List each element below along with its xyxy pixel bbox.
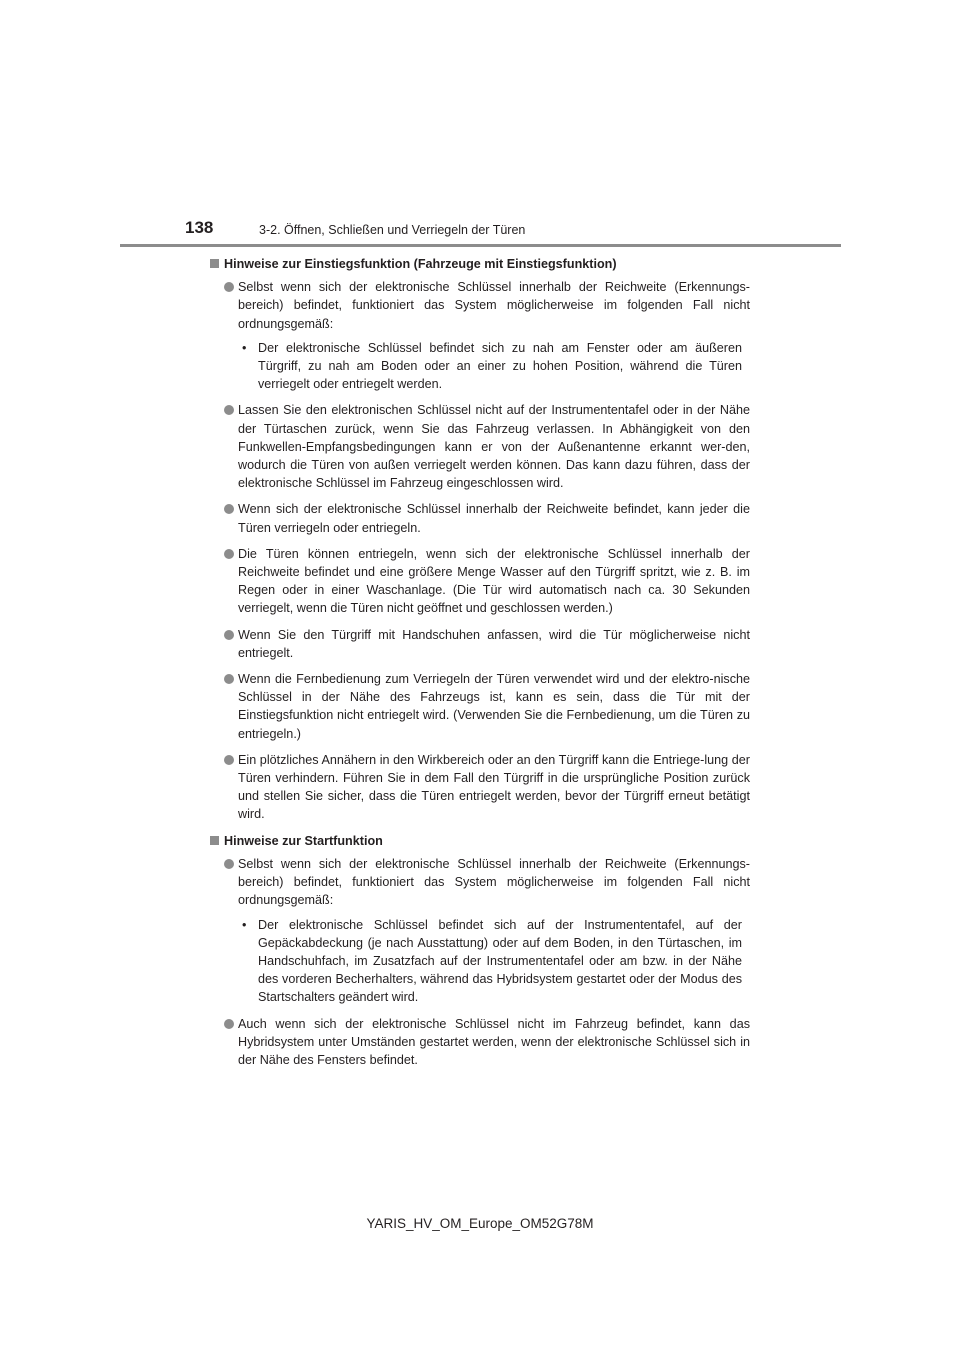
list-item-text: Auch wenn sich der elektronische Schlüssel nicht im Fahrzeug befindet, kann das Hybridsystem unter Umständen gestartet werden, wenn der elektronische Schlüssel sich in der Nähe des Fensters befindet. [238,1016,750,1067]
square-bullet-icon [210,259,219,268]
section-heading [210,832,750,850]
list-item-text: Die Türen können entriegeln, wenn sich der elektronische Schlüssel innerhalb der Reichweite befindet und eine größere Menge Wasser auf den Türgriff spritzt, wie z. B. im Regen oder in einer Waschanlage. (Die Tür wird automatisch nach ca. 30 Sekunden verriegelt, wenn die Türen nicht geöffnet und geschlossen werden.) [238,546,750,616]
list-item-text: Wenn die Fernbedienung zum Verriegeln der Türen verwendet wird und der elektro-nische Schlüssel in der Nähe des Fahrzeugs ist, kann es sein, dass die Tür mit der Einstiegsfunktion nicht entriegelt wird. (Verwenden Sie die Fernbedienung, um die Türen zu entriegeln.) [238,672,750,741]
circle-bullet-icon [224,1019,234,1029]
list-item [224,670,750,743]
list-item-text: Wenn sich der elektronische Schlüssel innerhalb der Reichweite befindet, kann jeder die Türen verriegeln oder entriegeln. [238,502,750,535]
list-item [224,626,750,662]
circle-bullet-icon [224,859,234,869]
list-item-text: Wenn Sie den Türgriff mit Handschuhen anfassen, wird die Tür möglicherweise nicht entriegelt. [238,627,750,660]
page-header [0,0,960,250]
list-item-text: Ein plötzliches Annähern in den Wirkbereich oder an den Türgriff kann die Entriege-lung der Türen verhindern. Führen Sie in dem Fall den Türgriff in die ursprüngliche Position zurück und stellen Sie sicher, dass die Türen entriegelt werden, bevor der Türgriff erneut betätigt wird. [238,752,750,822]
circle-bullet-icon [224,630,234,640]
page-content [210,255,750,1077]
sub-list-item-text: Der elektronische Schlüssel befindet sich auf der Instrumententafel, auf der Gepäckabdeckung (je nach Ausstattung) oder auf dem Boden, in den Türtaschen, im Handschuhfach, im Zusatzfach auf der Instrumententafel oder am bzw. in der Nähe des vorderen Becherhalters, während das Hybridsystem gestartet oder der Modus des Startschalters geändert wird. [258,917,742,1005]
list-item [224,1015,750,1070]
section-title: 3-2. Öffnen, Schließen und Verriegeln der Türen [259,223,526,237]
circle-bullet-icon [224,405,234,415]
document-code: YARIS_HV_OM_Europe_OM52G78M [366,1216,594,1231]
circle-bullet-icon [224,674,234,684]
list-item-text: Selbst wenn sich der elektronische Schlüssel innerhalb der Reichweite (Erkennungs-bereich) befindet, funktioniert das System möglicherweise im folgenden Fall nicht ordnungsgemäß: [238,856,750,908]
page-number: 138 [185,218,214,237]
square-bullet-icon [210,836,219,845]
page-footer [0,1215,960,1233]
section-heading-text: Hinweise zur Einstiegsfunktion (Fahrzeuge mit Einstiegsfunktion) [224,257,617,271]
section-heading-text: Hinweise zur Startfunktion [224,833,383,848]
circle-bullet-icon [224,504,234,514]
sub-list-item-text: Der elektronische Schlüssel befindet sich zu nah am Fenster oder am äußeren Türgriff, zu nah am Boden oder an einer zu hohen Position, während die Türen verriegelt oder entriegelt werden. [258,340,742,392]
list-item [224,545,750,618]
section-heading [210,255,750,273]
circle-bullet-icon [224,755,234,765]
list-item-text: Lassen Sie den elektronischen Schlüssel nicht auf der Instrumententafel oder in der Nähe der Türtaschen zurück, wenn Sie das Fahrzeug verlassen. In Abhängigkeit von den Funkwellen-Empfangsbedingungen kann er von der Außenantenne erkannt wer-den, wodurch die Türen von außen verriegelt werden können. Das kann dazu führen, dass der elektronische Schlüssel im Fahrzeug eingeschlossen wird. [238,403,750,491]
list-item [224,401,750,492]
list-item [224,500,750,536]
list-item-text: Selbst wenn sich der elektronische Schlüssel innerhalb der Reichweite (Erkennungs-bereich) befindet, funktioniert das System möglicherweise im folgenden Fall nicht ordnungsgemäß: [238,280,750,331]
sub-list-item [238,339,742,394]
list-item [224,855,750,1007]
circle-bullet-icon [224,549,234,559]
list-item [224,751,750,824]
dot-bullet-icon: • [242,917,247,932]
list-item [224,278,750,393]
header-rule [120,244,841,247]
sub-list-item [238,916,742,1007]
dot-bullet-icon: • [242,340,247,355]
circle-bullet-icon [224,282,234,292]
